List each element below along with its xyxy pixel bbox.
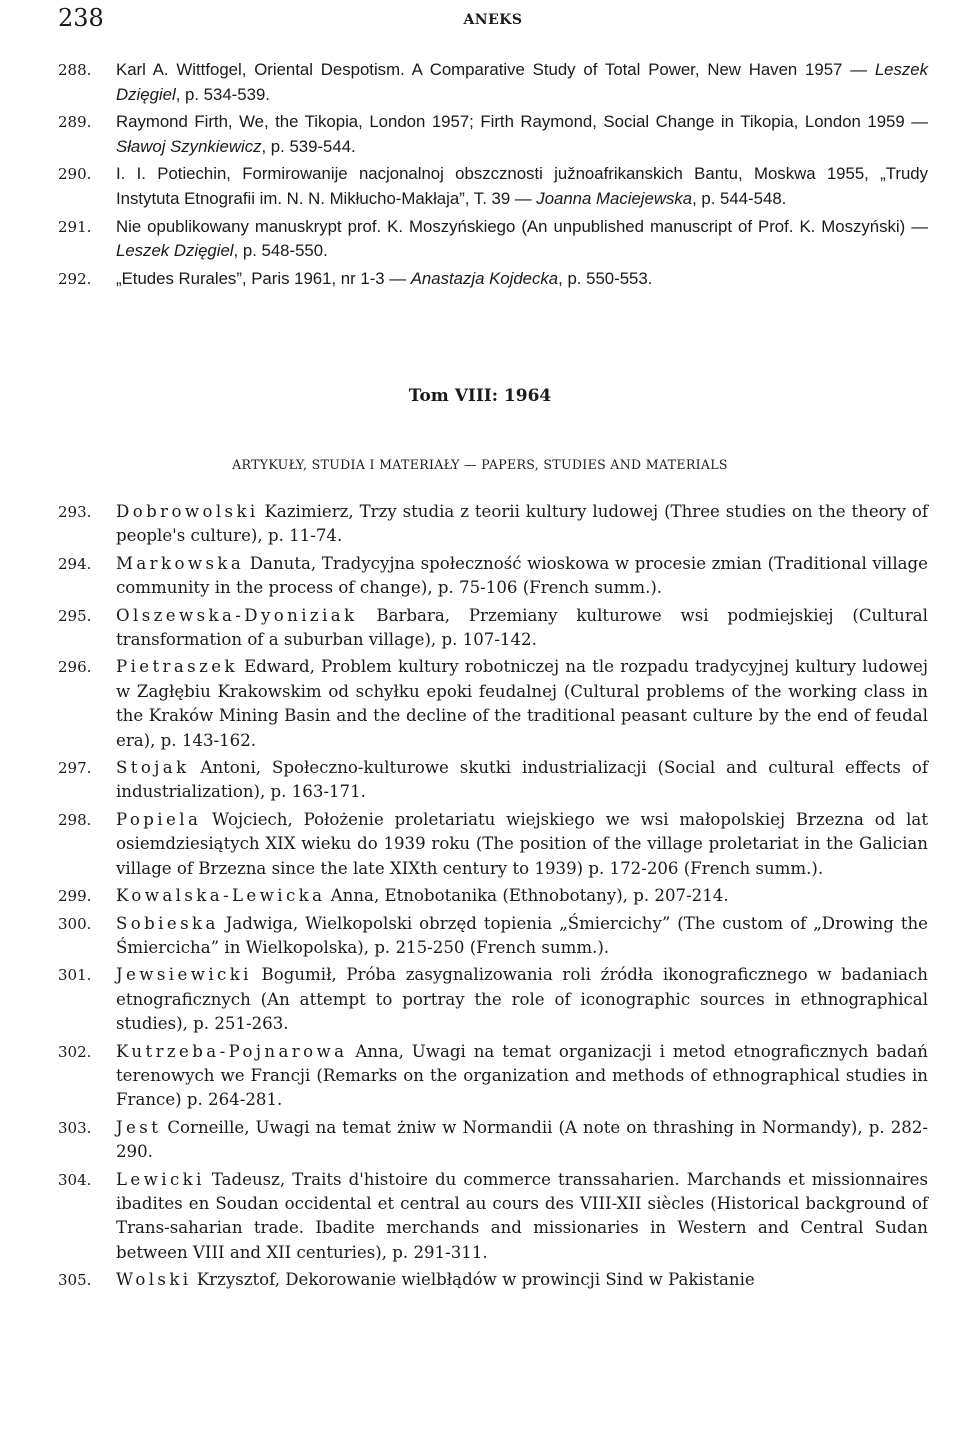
entry-number: 298. bbox=[58, 810, 92, 829]
entry-number: 301. bbox=[58, 966, 92, 985]
entry-author: Lewicki bbox=[116, 1169, 205, 1189]
entry-number: 304. bbox=[58, 1170, 92, 1189]
entry-pages: , p. 548-550. bbox=[233, 241, 328, 261]
entry-number: 305. bbox=[58, 1271, 92, 1290]
entry-text: Raymond Firth, We, the Tikopia, London 1957; Firth Raymond, Social Change in Tikopia, London 1959 — bbox=[116, 112, 928, 132]
entry-text: Bogumił, Próba zasygnalizowania roli źródła ikonograficznego w badaniach etnograficznych (An attempt to portray the role of iconographic sources in ethnographical studies), p. 251-263. bbox=[116, 965, 928, 1034]
entry-reviewer: Joanna Maciejewska bbox=[536, 188, 693, 208]
entry-number: 293. bbox=[58, 503, 92, 521]
bibliography-entry bbox=[58, 884, 928, 908]
entries-volume-vii bbox=[58, 58, 928, 294]
entry-number: 302. bbox=[58, 1042, 92, 1061]
entry-author: Sobieska bbox=[116, 913, 219, 933]
entry-author: Olszewska-Dyoniziak bbox=[116, 605, 358, 625]
entry-number: 295. bbox=[58, 606, 92, 625]
bibliography-entry bbox=[58, 963, 928, 1036]
bibliography-entry bbox=[58, 756, 928, 805]
entry-author: Popiela bbox=[116, 809, 202, 829]
entry-text: Tadeusz, Traits d'histoire du commerce transsaharien. Marchands et missionnaires ibadites en Soudan occidental et central au cours des VIII-XII siècles (Historical background of Trans-saharian trade. Ibadite merchands and missionaries in Western and Central Sudan between VIII and XII centuries), p. 291-311. bbox=[116, 1169, 928, 1262]
entry-reviewer: Leszek Dzięgiel bbox=[116, 60, 928, 104]
entry-reviewer: Anastazja Kojdecka bbox=[410, 268, 559, 288]
entry-author: Pietraszek bbox=[116, 657, 238, 677]
entry-author: Stojak bbox=[116, 758, 190, 778]
bibliography-entry bbox=[58, 110, 928, 159]
entry-pages: , p. 539-544. bbox=[261, 136, 356, 156]
volume-heading: Tom VIII: 1964 bbox=[408, 386, 552, 406]
entry-text: Wojciech, Położenie proletariatu wiejskiego we wsi małopolskiej Brzezna od lat osiemdziesiątych XIX wieku do 1939 roku (The position of the village proletariat in the Galician village of Brzezna since the late XIXth century to 1939) p. 172-206 (French summ.). bbox=[116, 809, 928, 878]
bibliography-entry bbox=[58, 808, 928, 881]
entry-reviewer: Leszek Dzięgiel bbox=[116, 241, 234, 261]
bibliography-entry bbox=[58, 1116, 928, 1165]
bibliography-entry bbox=[58, 1268, 928, 1292]
entry-text: Jadwiga, Wielkopolski obrzęd topienia „Śmiercichy” (The custom of „Drowing the Śmiercicha” in Wielkopolska), p. 215-250 (French summ.). bbox=[116, 913, 928, 957]
entry-text: Antoni, Społeczno-kulturowe skutki industrializacji (Social and cultural effects of industrialization), p. 163-171. bbox=[116, 758, 928, 802]
page-number: 238 bbox=[58, 4, 104, 32]
running-title: ANEKS bbox=[463, 12, 523, 28]
entry-number: 288. bbox=[58, 61, 92, 79]
entry-text: Danuta, Tradycyjna społeczność wioskowa w procesie zmian (Traditional village community in the process of change), p. 75-106 (French summ.). bbox=[116, 553, 928, 598]
entry-number: 290. bbox=[58, 165, 92, 184]
bibliography-entry bbox=[58, 500, 928, 549]
entry-pages: , p. 550-553. bbox=[558, 268, 653, 288]
entry-number: 292. bbox=[58, 269, 92, 288]
entry-author: Dobrowolski bbox=[116, 502, 259, 521]
entry-text: Anna, Uwagi na temat organizacji i metod etnograficznych badań terenowych we Francji (Remarks on the organization and methods of ethnographical studies in France) p. 264-281. bbox=[116, 1041, 928, 1110]
entry-text: Nie opublikowany manuskrypt prof. K. Moszyńskiego (An unpublished manuscript of Prof. K. Moszyński) — bbox=[116, 216, 928, 236]
entry-number: 300. bbox=[58, 914, 92, 933]
entry-author: Kutrzeba-Pojnarowa bbox=[116, 1041, 348, 1061]
entry-author: Markowska bbox=[116, 553, 245, 573]
entry-text: Corneille, Uwagi na temat żniw w Normandii (A note on thrashing in Normandy), p. 282-290. bbox=[116, 1117, 928, 1162]
bibliography-entry bbox=[58, 912, 928, 961]
entry-author: Jewsiewicki bbox=[116, 965, 252, 985]
bibliography-entry bbox=[58, 552, 928, 601]
entry-text: Kazimierz, Trzy studia z teorii kultury ludowej (Three studies on the theory of people's culture), p. 11-74. bbox=[116, 502, 928, 546]
entry-number: 299. bbox=[58, 887, 92, 906]
bibliography-entry bbox=[58, 267, 928, 292]
entry-text: Barbara, Przemiany kulturowe wsi podmiejskiej (Cultural transformation of a suburban village), p. 107-142. bbox=[116, 605, 928, 650]
section-heading: ARTYKUŁY, STUDIA I MATERIAŁY — PAPERS, STUDIES AND MATERIALS bbox=[232, 457, 728, 472]
entry-number: 303. bbox=[58, 1118, 92, 1137]
bibliography-entry bbox=[58, 1040, 928, 1113]
entry-text: Anna, Etnobotanika (Ethnobotany), p. 207-214. bbox=[325, 886, 729, 906]
entry-number: 291. bbox=[58, 217, 92, 236]
bibliography-entry bbox=[58, 1168, 928, 1266]
entry-text: Krzysztof, Dekorowanie wielbłądów w prowincji Sind w Pakistanie bbox=[191, 1270, 755, 1290]
entry-text: Edward, Problem kultury robotniczej na tle rozpadu tradycyjnej kultury ludowej w Zagłębiu Krakowskim od schyłku epoki feudalnej (Cultural problems of the working class in the Kraków Mining Basin and the decline of the traditional peasant culture by the end of feudal era), p. 143-162. bbox=[116, 657, 928, 750]
bibliography-entry bbox=[58, 162, 928, 211]
entry-number: 296. bbox=[58, 658, 92, 677]
bibliography-entry bbox=[58, 215, 928, 264]
entries-volume-viii bbox=[58, 500, 928, 1296]
entry-text: Karl A. Wittfogel, Oriental Despotism. A Comparative Study of Total Power, New Haven 1957 — bbox=[116, 60, 875, 79]
entry-author: Kowalska-Lewicka bbox=[116, 886, 326, 906]
page-header bbox=[58, 4, 928, 34]
entry-number: 289. bbox=[58, 113, 92, 132]
entry-text: I. I. Potiechin, Formirowanije nacjonalnoj obszcznosti južnoafrikanskich Bantu, Moskwa 1955, „Trudy Instytuta Etnografii im. N. N. Mikłucho-Makłaja”, T. 39 — bbox=[116, 164, 928, 208]
entry-number: 294. bbox=[58, 554, 92, 573]
entry-pages: , p. 544-548. bbox=[692, 188, 787, 208]
bibliography-entry bbox=[58, 604, 928, 653]
entry-pages: , p. 534-539. bbox=[175, 84, 270, 104]
entry-number: 297. bbox=[58, 759, 92, 778]
bibliography-entry bbox=[58, 58, 928, 107]
entry-author: Jest bbox=[116, 1117, 162, 1137]
entry-author: Wolski bbox=[116, 1270, 192, 1290]
entry-text: „Etudes Rurales”, Paris 1961, nr 1-3 — bbox=[116, 268, 411, 288]
entry-reviewer: Sławoj Szynkiewicz bbox=[116, 136, 262, 156]
bibliography-entry bbox=[58, 655, 928, 753]
